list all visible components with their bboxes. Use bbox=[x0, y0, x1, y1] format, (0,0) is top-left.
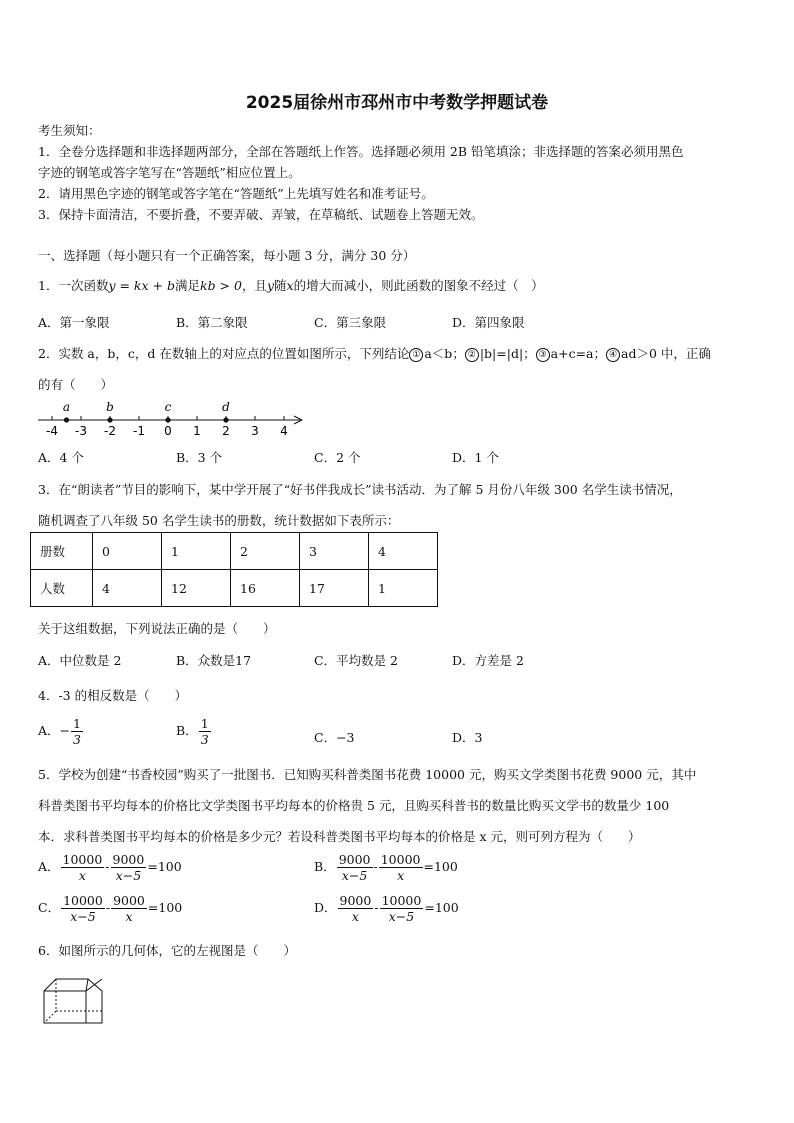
page-title: 2025届徐州市邳州市中考数学押题试卷 bbox=[245, 93, 549, 113]
q1-text: ，且 bbox=[241, 278, 267, 293]
q2-option-c[interactable]: C．2 个 bbox=[314, 450, 361, 465]
table-cell: 16 bbox=[231, 570, 300, 607]
q1-condition: kb > 0 bbox=[200, 278, 242, 293]
q3-text: 关于这组数据，下列说法正确的是（ ） bbox=[38, 621, 276, 636]
number-line-figure bbox=[36, 396, 308, 440]
fraction bbox=[61, 893, 105, 924]
q2-statement-4: ad＞0 中，正确 bbox=[621, 346, 711, 361]
tick-label: -3 bbox=[75, 424, 87, 438]
numerator: 9000 bbox=[113, 893, 145, 908]
question-2 bbox=[38, 344, 711, 362]
minus-sign: - bbox=[105, 859, 110, 874]
q2-marker-2: ② bbox=[465, 348, 479, 362]
question-1 bbox=[38, 276, 544, 294]
q1-option-d[interactable]: D．第四象限 bbox=[452, 315, 525, 330]
q2-statement-2: |b|=|d|； bbox=[479, 346, 536, 361]
q3-text: 随机调查了八年级 50 名学生读书的册数，统计数据如下表所示： bbox=[38, 513, 400, 528]
q4-option-b[interactable] bbox=[176, 716, 212, 747]
fraction bbox=[111, 852, 147, 883]
numerator: 9000 bbox=[338, 852, 371, 867]
denominator: x bbox=[397, 868, 405, 883]
denominator: 3 bbox=[200, 732, 209, 747]
numerator: 10000 bbox=[381, 893, 422, 908]
fraction bbox=[199, 716, 211, 747]
table-cell: 2 bbox=[231, 533, 300, 570]
point-a bbox=[64, 417, 69, 422]
table-header: 册数 bbox=[31, 533, 93, 570]
point-label: a bbox=[62, 400, 71, 414]
q2-text-continued: 的有（ ） bbox=[38, 377, 114, 392]
option-label: A． bbox=[38, 723, 60, 738]
q1-option-b[interactable]: B．第二象限 bbox=[176, 315, 248, 330]
minus-sign: - bbox=[374, 900, 379, 915]
equation-rhs: =100 bbox=[423, 859, 458, 874]
notice-item: 字迹的钢笔或答字笔写在“答题纸”相应位置上。 bbox=[38, 165, 301, 180]
point-label: c bbox=[164, 400, 172, 414]
table-cell: 1 bbox=[162, 533, 231, 570]
notice-item: 2．请用黑色字迹的钢笔或答字笔在“答题纸”上先填写姓名和准考证号。 bbox=[38, 186, 434, 201]
q1-var-y: y bbox=[266, 278, 275, 293]
fraction bbox=[71, 716, 83, 747]
notice-item: 1．全卷分选择题和非选择题两部分，全部在答题纸上作答。选择题必须用 2B 铅笔填涂；非选择题的答案必须用黑色 bbox=[38, 144, 684, 159]
denominator: x−5 bbox=[70, 909, 96, 924]
q4-text: 4．-3 的相反数是（ ） bbox=[38, 688, 188, 703]
q3-option-b[interactable]: B．众数是17 bbox=[176, 653, 252, 668]
q5-option-a[interactable] bbox=[38, 852, 182, 883]
table-cell: 17 bbox=[300, 570, 369, 607]
table-row bbox=[31, 570, 438, 607]
fraction bbox=[111, 893, 147, 924]
q1-option-c[interactable]: C．第三象限 bbox=[314, 315, 387, 330]
table-row bbox=[31, 533, 438, 570]
q5-text: 科普类图书平均每本的价格比文学类图书平均每本的价格贵 5 元，且购买科普书的数量比购买文学书的数量少 100 bbox=[38, 798, 670, 813]
fraction bbox=[338, 893, 374, 924]
minus-sign: − bbox=[59, 723, 71, 738]
q3-option-c[interactable]: C．平均数是 2 bbox=[314, 653, 398, 668]
q5-text: 本．求科普类图书平均每本的价格是多少元？若设科普类图书平均每本的价格是 x 元，则可列方程为（ ） bbox=[38, 829, 641, 844]
tick-label: 2 bbox=[222, 424, 230, 438]
equation-rhs: =100 bbox=[147, 859, 182, 874]
fraction bbox=[61, 852, 105, 883]
tick-label: 1 bbox=[193, 424, 201, 438]
numerator: 10000 bbox=[63, 893, 103, 908]
q2-option-a[interactable]: A．4 个 bbox=[38, 450, 84, 465]
option-label: D． bbox=[314, 900, 337, 915]
q2-statement-3: a+c=a； bbox=[550, 346, 607, 361]
q1-text: 满足 bbox=[174, 278, 200, 293]
numerator: 10000 bbox=[62, 852, 103, 867]
fraction bbox=[337, 852, 373, 883]
minus-sign: - bbox=[105, 900, 111, 915]
solid-top-edge bbox=[44, 979, 102, 991]
table-cell: 0 bbox=[93, 533, 162, 570]
option-label: B． bbox=[314, 859, 336, 874]
table-cell: 4 bbox=[93, 570, 162, 607]
option-label: B． bbox=[176, 723, 198, 738]
notice-heading: 考生须知： bbox=[38, 123, 101, 138]
denominator: x bbox=[78, 868, 86, 883]
numerator: 9000 bbox=[339, 893, 372, 908]
fraction bbox=[379, 852, 423, 883]
equation-rhs: =100 bbox=[424, 900, 459, 915]
number-line-points bbox=[63, 400, 230, 423]
q3-option-d[interactable]: D．方差是 2 bbox=[452, 653, 524, 668]
point-c bbox=[165, 417, 170, 422]
tick-label: -2 bbox=[104, 424, 116, 438]
notice-item: 3．保持卡面清洁，不要折叠，不要弄破、弄皱，在草稿纸、试题卷上答题无效。 bbox=[38, 207, 484, 222]
q1-formula: y = kx + b bbox=[108, 278, 175, 293]
denominator: x−5 bbox=[115, 868, 142, 883]
option-label: C． bbox=[38, 900, 61, 915]
q5-text: 5．学校为创建“书香校园”购买了一批图书．已知购买科普类图书花费 10000 元，购买文学类图书花费 9000 元，其中 bbox=[38, 767, 697, 782]
q1-var-x: x bbox=[286, 278, 294, 293]
point-label: b bbox=[106, 400, 114, 414]
table-cell: 4 bbox=[369, 533, 438, 570]
q4-option-a[interactable] bbox=[38, 716, 84, 747]
denominator: x bbox=[351, 909, 359, 924]
q1-option-a[interactable]: A．第一象限 bbox=[38, 315, 110, 330]
q5-option-b[interactable] bbox=[314, 852, 458, 883]
table-cell: 12 bbox=[162, 570, 231, 607]
q1-prefix: 1．一次函数 bbox=[38, 278, 109, 293]
q2-option-d[interactable]: D．1 个 bbox=[452, 450, 499, 465]
geometry-solid-figure bbox=[40, 975, 106, 1033]
data-table bbox=[30, 532, 438, 607]
fraction bbox=[380, 893, 424, 924]
denominator: x−5 bbox=[341, 868, 368, 883]
hidden-edge bbox=[44, 1011, 56, 1023]
table-cell: 3 bbox=[300, 533, 369, 570]
tick-label: 3 bbox=[251, 424, 259, 438]
section-heading: 一、选择题（每小题只有一个正确答案，每小题 3 分，满分 30 分） bbox=[38, 248, 416, 263]
table-header: 人数 bbox=[31, 570, 93, 607]
q2-marker-1: ① bbox=[409, 348, 423, 362]
q2-text: 2．实数 a，b，c，d 在数轴上的对应点的位置如图所示，下列结论 bbox=[38, 346, 410, 361]
option-label: A． bbox=[38, 859, 60, 874]
q2-marker-4: ④ bbox=[606, 348, 620, 362]
q5-option-d[interactable] bbox=[314, 893, 459, 924]
equation-rhs: =100 bbox=[147, 900, 183, 915]
q2-marker-3: ③ bbox=[536, 348, 550, 362]
tick-label: 0 bbox=[164, 424, 172, 438]
q1-text: 的增大而减小，则此函数的图象不经过（ ） bbox=[293, 278, 544, 293]
tick-label: -4 bbox=[46, 424, 58, 438]
point-d bbox=[223, 417, 228, 422]
denominator: x−5 bbox=[388, 909, 415, 924]
denominator: 3 bbox=[73, 732, 81, 747]
tick-label: -1 bbox=[133, 424, 145, 438]
q5-option-c[interactable] bbox=[38, 893, 182, 924]
numerator: 1 bbox=[200, 716, 209, 731]
q4-option-d[interactable]: D．3 bbox=[452, 730, 483, 745]
q3-text: 3．在“朗读者”节目的影响下，某中学开展了“好书伴我成长”读书活动．为了解 5 月份八年级 300 名学生读书情况， bbox=[38, 482, 682, 497]
q3-option-a[interactable]: A．中位数是 2 bbox=[38, 653, 122, 668]
q1-text: 随 bbox=[274, 278, 287, 293]
minus-sign: - bbox=[373, 859, 378, 874]
point-label: d bbox=[222, 400, 230, 414]
tick-label: 4 bbox=[280, 424, 288, 438]
denominator: x bbox=[125, 909, 133, 924]
numerator: 10000 bbox=[380, 852, 421, 867]
numerator: 9000 bbox=[112, 852, 145, 867]
point-b bbox=[107, 417, 112, 422]
table-cell: 1 bbox=[369, 570, 438, 607]
q2-option-b[interactable]: B．3 个 bbox=[176, 450, 223, 465]
q6-text: 6．如图所示的几何体，它的左视图是（ ） bbox=[38, 943, 296, 958]
q4-option-c[interactable]: C．−3 bbox=[314, 730, 355, 745]
q2-statement-1: a＜b； bbox=[424, 346, 465, 361]
numerator: 1 bbox=[73, 716, 81, 731]
